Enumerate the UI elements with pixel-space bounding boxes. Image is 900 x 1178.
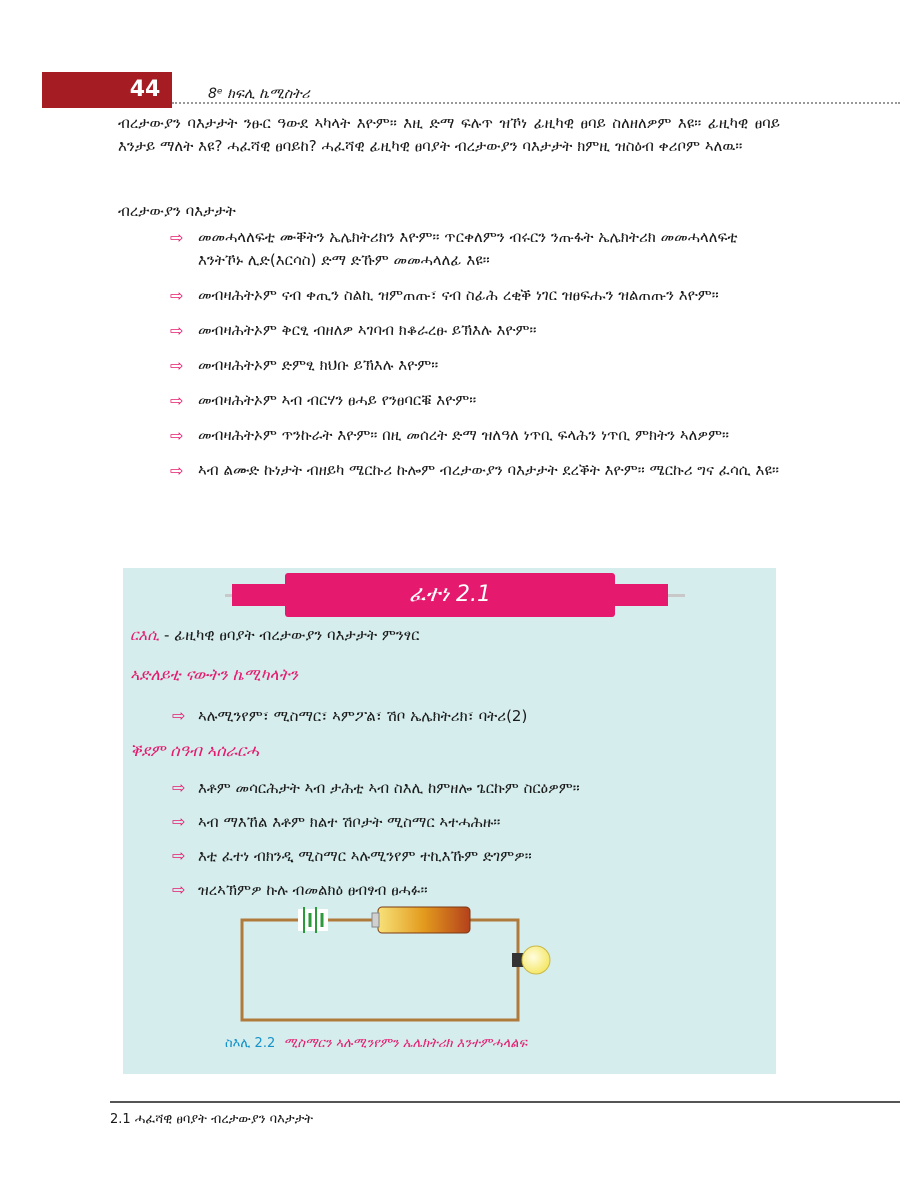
figure-caption: ስእሊ 2.2 ሚስማርን ኣሉሚንየምን ኤሌክትሪክ እንተምሓላልፍ (225, 1036, 528, 1051)
arrow-icon: ⇨ (172, 812, 186, 831)
procedure-heading: ቕደም ሰዓብ ኣሰራርሓ (130, 741, 260, 760)
arrow-icon: ⇨ (172, 706, 186, 725)
book-title: 8ᵉ ክፍሊ ኬሚስትሪ (208, 86, 310, 102)
section-heading: ብረታውያን ባእታታት (118, 202, 236, 220)
property-list (170, 226, 780, 494)
list-item: ⇨ መብዛሕትኦም ኣብ ብርሃን ፀሓይ የንፀባርቑ እዮም። (170, 391, 477, 410)
materials-list (172, 705, 762, 739)
activity-objective: ርእሲ - ፊዚካዊ ፀባያት ብረታውያን ባእታታት ምንፃር (130, 626, 420, 644)
footer-text: 2.1 ሓፈሻዊ ፀባያት ብረታውያን ባእታታት (110, 1112, 314, 1127)
arrow-icon: ⇨ (170, 228, 184, 247)
arrow-icon: ⇨ (170, 461, 184, 480)
circuit-diagram (220, 895, 580, 1030)
list-item: ⇨ ኣሉሚንየም፣ ሚስማር፣ ኣምፖል፣ ሽቦ ኤሌክትሪክ፣ ባትሪ(2) (172, 706, 528, 725)
list-item: ⇨ መብዛሕትኦም ድምፂ ክህቡ ይኽእሉ እዮም። (170, 356, 439, 375)
list-item: ⇨ መብዛሕትኦም ናብ ቀጢን ስልኪ ዝምጠጡ፣ ናብ ስፊሕ ረቂቕ ነገር ዝፀፍሑን ዝልጠጡን እዮም። (170, 286, 719, 305)
list-item: ⇨ እቶም መሳርሕታት ኣብ ታሕቲ ኣብ ስእሊ ከምዘሎ ጌርኩም ስርዕዎም። (172, 778, 580, 797)
arrow-icon: ⇨ (170, 426, 184, 445)
battery-symbol-icon (298, 907, 328, 933)
arrow-icon: ⇨ (172, 778, 186, 797)
footer-divider (110, 1101, 900, 1103)
list-item: ⇨ ዝረኣኽምዎ ኩሉ ብመልክዕ ፀብፃብ ፀሓፉ። (172, 880, 428, 899)
banner-left-bar (232, 584, 292, 606)
header-divider (172, 102, 900, 104)
list-item: ⇨ እቲ ፈተነ ብክንዲ ሚስማር ኣሉሚንየም ተኪእኹም ድገምዎ። (172, 846, 532, 865)
activity-title: ፈተነ 2.1 (285, 573, 615, 617)
procedure-list (172, 777, 762, 913)
battery-cell-icon (372, 907, 470, 933)
arrow-icon: ⇨ (170, 391, 184, 410)
list-item: ⇨ መብዛሕትኦም ጥንኩራት እዮም። በዚ መሰረት ድማ ዝለዓለ ነጥቢ ፍላሕን ነጥቢ ምክትን ኣለዎም። (170, 426, 730, 445)
arrow-icon: ⇨ (172, 846, 186, 865)
materials-heading: ኣድለይቲ ናውትን ኬሚካላትን (130, 665, 298, 684)
intro-paragraph: ብረታውያን ባእታታት ንፁር ዓውደ ኣካላት እዮም። እዚ ድማ ፍሉጥ ዝኾነ ፊዚካዊ ፀባይ ስለዘለዎም እዩ። ፊዚካዊ ፀባይ እንታይ ማለት እዩ? ሓፈሻዊ ፀባይከ? ሓፈሻዊ ፊዚካዊ ፀባያት ብረታውያን ባእታታት ክምዚ ዝስዕብ ቀሪቦም ኣለዉ። (118, 114, 780, 155)
list-item: ⇨ መመሓላለፍቲ ሙቐትን ኤሌክትሪክን እዮም። ጥርቀለምን ብሩርን ንጡፋት ኤሌክትሪክ መመሓላለፍቲ እንትኾኑ ሊድ(እርሳስ) ድማ ድኹም መመሓላለፊ እዩ። (170, 228, 738, 269)
circuit-wire (242, 920, 518, 1020)
banner-right-bar (608, 584, 668, 606)
arrow-icon: ⇨ (172, 880, 186, 899)
arrow-icon: ⇨ (170, 356, 184, 375)
list-item: ⇨ ኣብ ልሙድ ኩነታት ብዘይካ ሜርኩሪ ኩሎም ብረታውያን ባእታታት ደረቕት እዮም። ሜርኩሪ ግና ፈሳሲ እዩ። (170, 461, 779, 480)
page-number: 44 (129, 77, 161, 102)
arrow-icon: ⇨ (170, 286, 184, 305)
arrow-icon: ⇨ (170, 321, 184, 340)
list-item: ⇨ ኣብ ማእኸል እቶም ክልተ ሽቦታት ሚስማር ኣተሓሕዙ። (172, 812, 501, 831)
list-item: ⇨ መብዛሕትኦም ቅርፂ ብዘለዎ ኣገባብ ክቆራረፁ ይኽእሉ እዮም። (170, 321, 537, 340)
